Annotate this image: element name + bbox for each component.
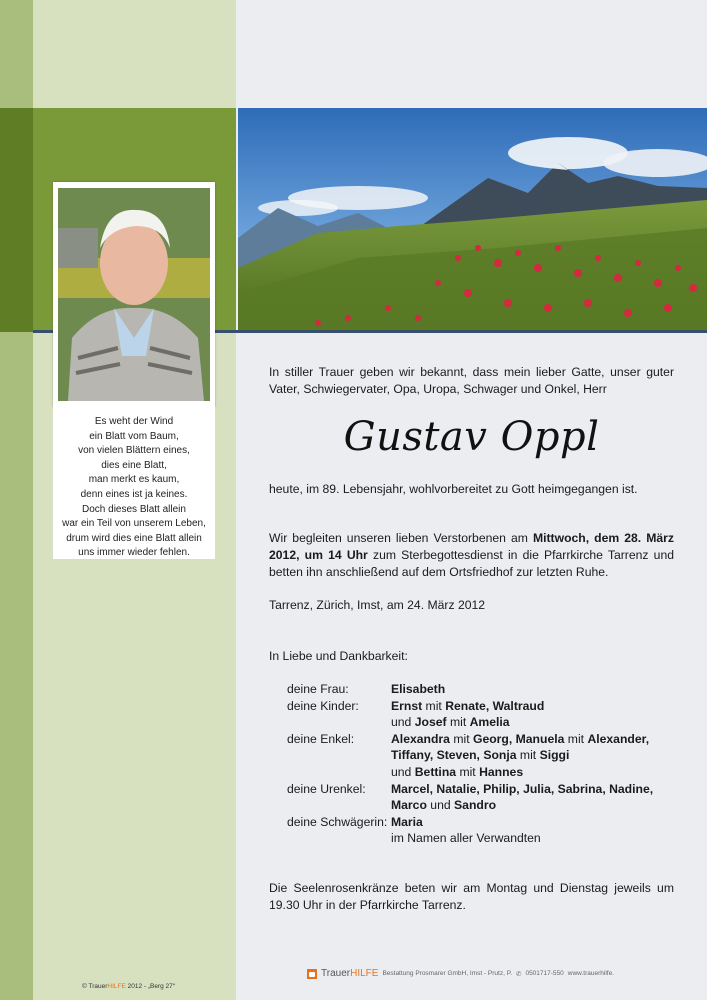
poem-line: Es weht der Wind (94, 416, 174, 427)
family-row-great-grandchildren-2 (287, 797, 687, 814)
copyright-footer (82, 983, 175, 990)
company-name: Bestattung Prosmarer GmbH, Imst - Prutz, P. (382, 970, 512, 977)
great-grandchild-name: Marco (391, 798, 427, 813)
great-grandchild-names: Marcel, Natalie, Philip, Julia, Sabrina, Nadine, (391, 781, 654, 796)
connector: mit (459, 764, 476, 779)
grandchild-name: Bettina (414, 764, 457, 779)
place-date: Tarrenz, Zürich, Imst, am 24. März 2012 (269, 598, 486, 612)
copyright-accent: HILFE (107, 983, 126, 990)
poem-line: drum wird dies eine Blatt allein (66, 532, 202, 544)
poem-line: denn eines ist ja keines. (80, 488, 188, 500)
family-row-grandchildren (287, 731, 687, 748)
intro-text: In stiller Trauer geben wir bekannt, dass mein lieber Gatte, unser guter Vater, Schwiegervater, Opa, Uropa, Schwager und Onkel, Herr (269, 365, 674, 396)
grandchild-name: Alexander, (587, 731, 650, 746)
great-grandchild-name: Sandro (454, 798, 497, 813)
sister-in-law-name: Maria (391, 814, 423, 829)
spouse-names: Renate, Waltraud (445, 698, 545, 713)
service-pre: Wir begleiten unseren lieben Verstorbenen am (269, 531, 533, 545)
family-row-relatives (287, 830, 687, 847)
portrait-photo (58, 188, 210, 401)
child-name: Ernst (391, 698, 423, 713)
relation-label: deine Schwägerin: (287, 814, 388, 829)
logo-word-b: HILFE (350, 968, 379, 979)
family-row-grandchildren-3 (287, 764, 687, 781)
connector: mit (567, 731, 585, 746)
funeral-home-footer (307, 968, 614, 979)
family-row-grandchildren-2 (287, 747, 687, 764)
connector: und (391, 715, 412, 730)
poem-line: von vielen Blättern eines, (78, 445, 190, 457)
mountain-landscape-photo (238, 108, 707, 330)
family-row-children (287, 698, 687, 715)
grandchild-name: Alexandra (391, 731, 450, 746)
phone-icon: ✆ (516, 970, 522, 978)
love-line: In Liebe und Dankbarkeit: (269, 649, 408, 663)
poem-line: Doch dieses Blatt allein (82, 503, 186, 515)
connector: und (430, 798, 451, 813)
family-row-children-2 (287, 714, 687, 731)
family-row-great-grandchildren (287, 781, 687, 798)
poem-box (53, 407, 215, 559)
poem-line: uns immer wieder fehlen. (78, 547, 190, 559)
relation-label: deine Urenkel: (287, 781, 366, 796)
grandchild-names: Georg, Manuela (472, 731, 565, 746)
header-band-strip (0, 108, 33, 332)
poem-line: ein Blatt vom Baum, (89, 430, 179, 442)
family-row-wife (287, 681, 687, 698)
trauerhilfe-logo (321, 968, 378, 979)
copyright-suffix: 2012 - „Berg 27“ (125, 983, 175, 990)
connector: und (391, 764, 412, 779)
connector: mit (449, 715, 467, 730)
portrait-frame (53, 182, 215, 407)
child-name: Josef (414, 715, 447, 730)
connector: mit (519, 748, 537, 763)
copyright-prefix: © Trauer (82, 983, 108, 990)
family-list (287, 681, 687, 847)
website-link[interactable]: www.trauerhilfe. (567, 970, 615, 977)
relatives-line: im Namen aller Verwandten (391, 831, 541, 846)
logo-word-a: Trauer (321, 968, 351, 979)
grandchild-name: Hannes (479, 764, 524, 779)
service-date: Mittwoch, dem 28. März 2012, um 14 Uhr (269, 531, 674, 562)
poem-line: dies eine Blatt, (101, 459, 167, 471)
relation-label: deine Kinder: (287, 698, 359, 713)
deceased-name: Gustav Oppl (343, 414, 600, 460)
relation-label: deine Frau: (287, 682, 349, 696)
poem-line: man merkt es kaum, (88, 474, 180, 486)
family-row-sister-in-law (287, 814, 687, 831)
grandchild-name: Siggi (539, 748, 570, 763)
wife-name: Elisabeth (391, 682, 446, 696)
connector: mit (453, 731, 470, 746)
relation-label: deine Enkel: (287, 731, 355, 746)
phone-number: 0501717-550 (525, 970, 564, 977)
service-text (269, 530, 674, 581)
poem-line: war ein Teil von unserem Leben, (62, 518, 206, 530)
trauerhilfe-logo-icon (307, 969, 317, 979)
poem (53, 407, 215, 561)
passed-text: heute, im 89. Lebensjahr, wohlvorbereitet zu Gott heimgegangen ist. (269, 482, 638, 496)
rosary-text: Die Seelenrosenkränze beten wir am Montag und Dienstag jeweils um 19.30 Uhr in der Pfarrkirche Tarrenz. (269, 881, 674, 912)
spouse-name: Amelia (469, 715, 510, 730)
service-post: zum Sterbegottesdienst in die Pfarrkirche Tarrenz und betten ihn anschließend auf dem Ortsfriedhof zur letzten Ruhe. (269, 548, 675, 579)
connector: mit (425, 698, 442, 713)
grandchild-names: Tiffany, Steven, Sonja (391, 748, 517, 763)
